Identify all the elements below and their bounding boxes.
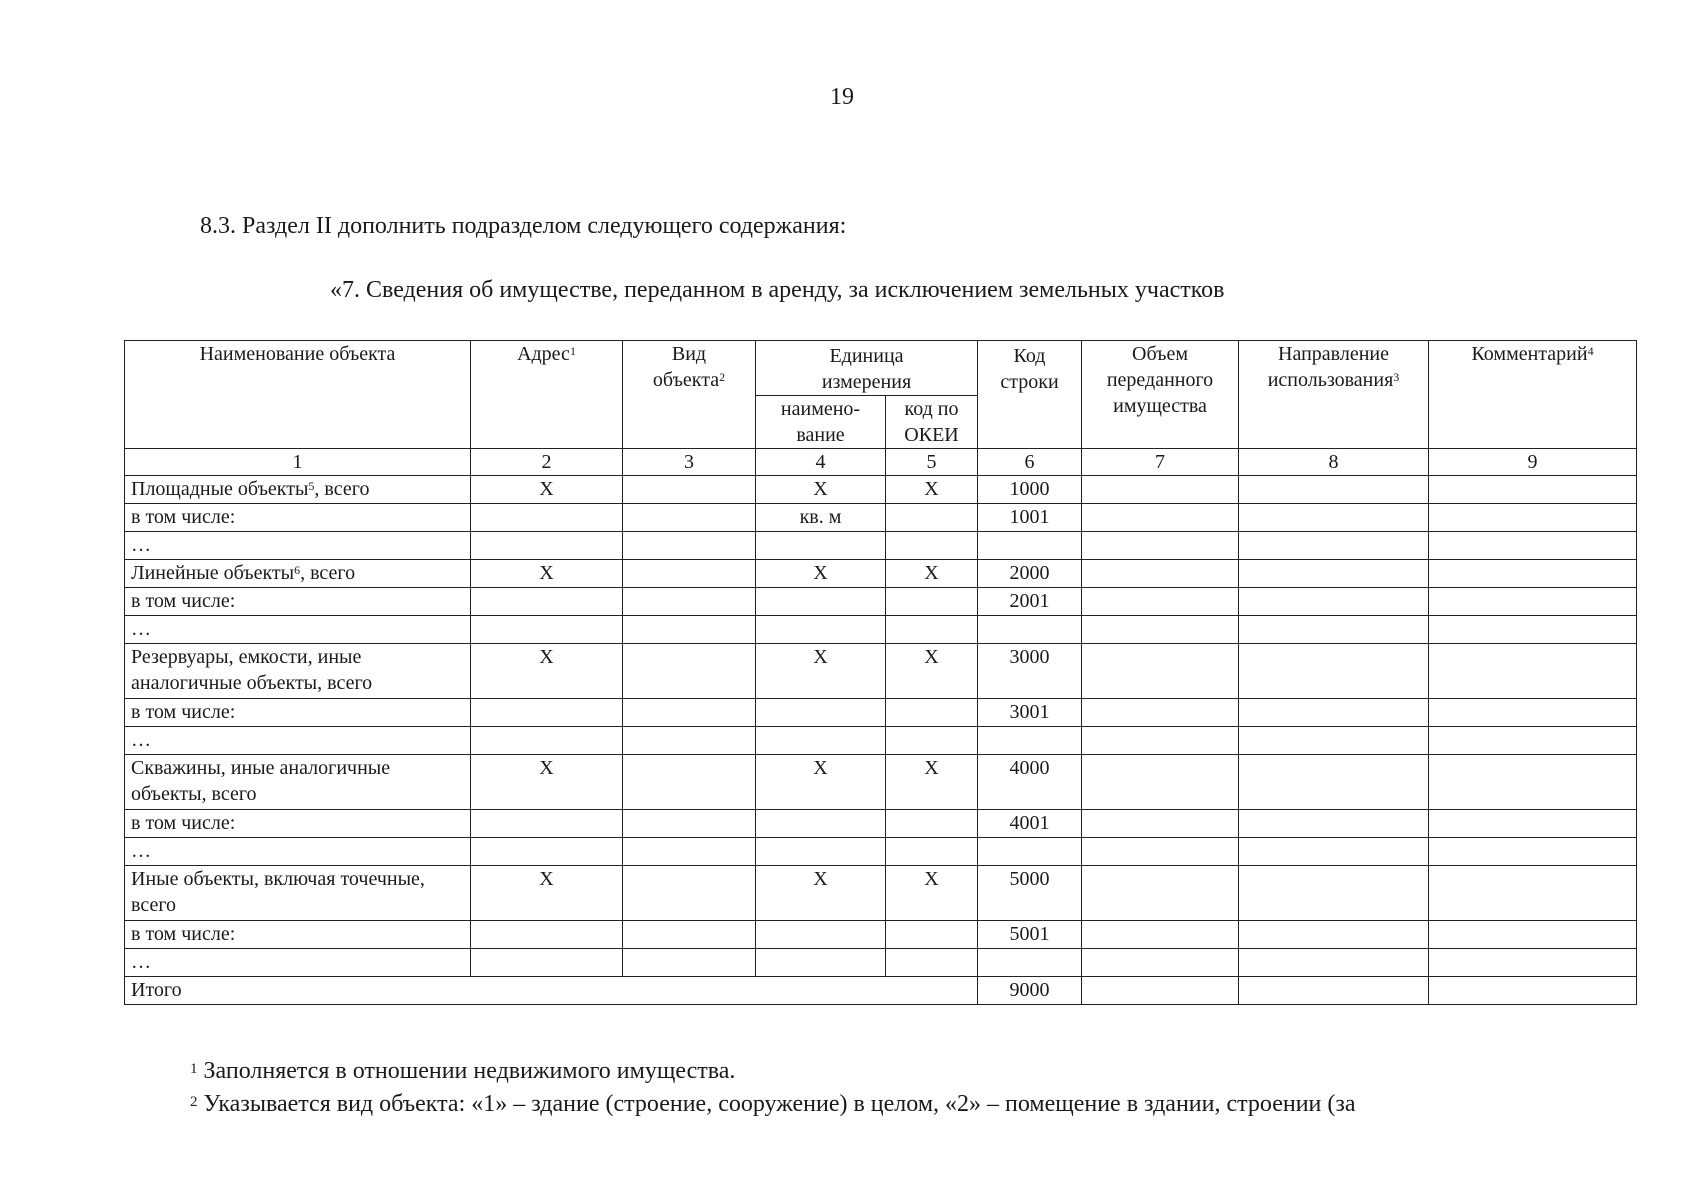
row-direction xyxy=(1239,476,1429,504)
footnote-2: $^2$ Указывается вид объекта: «1» – здание (строение, сооружение) в целом, «2» – помещение в здании, строении (за xyxy=(190,1091,1356,1117)
column-number: 1 xyxy=(125,449,471,476)
row-address: X xyxy=(471,560,623,588)
row-address: X xyxy=(471,866,623,921)
row-name: Иные объекты, включая точечные, всего xyxy=(125,866,471,921)
row-volume xyxy=(1082,504,1239,532)
row-name: … xyxy=(125,532,471,560)
row-line-code: 1000 xyxy=(978,476,1082,504)
row-name: в том числе: xyxy=(125,588,471,616)
table-row xyxy=(125,949,1637,977)
row-unit-code: X xyxy=(886,476,978,504)
row-type xyxy=(623,560,756,588)
header-line-code: Код строки xyxy=(978,341,1082,449)
row-unit-code xyxy=(886,504,978,532)
row-name: Площадные объекты$^5$, всего xyxy=(125,476,471,504)
header-object-type: Вид объекта$^2$ xyxy=(623,341,756,449)
total-label: Итого xyxy=(125,977,978,1005)
table-row xyxy=(125,699,1637,727)
table-row xyxy=(125,866,1637,921)
total-line-code: 9000 xyxy=(978,977,1082,1005)
row-line-code: 5001 xyxy=(978,921,1082,949)
footnote-1: $^1$ Заполняется в отношении недвижимого имущества. xyxy=(190,1058,736,1084)
table-row xyxy=(125,504,1637,532)
row-unit-code: X xyxy=(886,755,978,810)
row-unit-name: X xyxy=(756,644,886,699)
row-name: в том числе: xyxy=(125,699,471,727)
table-row xyxy=(125,810,1637,838)
row-unit-code: X xyxy=(886,866,978,921)
row-address: X xyxy=(471,644,623,699)
column-number: 2 xyxy=(471,449,623,476)
row-name: в том числе: xyxy=(125,921,471,949)
table-row xyxy=(125,921,1637,949)
header-comment: Комментарий$^4$ xyxy=(1429,341,1637,449)
header-object-name: Наименование объекта xyxy=(125,341,471,449)
row-name: Резервуары, емкости, иные аналогичные объекты, всего xyxy=(125,644,471,699)
row-type xyxy=(623,504,756,532)
row-line-code: 3000 xyxy=(978,644,1082,699)
row-name: … xyxy=(125,838,471,866)
row-unit-name: X xyxy=(756,866,886,921)
column-number: 8 xyxy=(1239,449,1429,476)
row-name: в том числе: xyxy=(125,810,471,838)
section-title: «7. Сведения об имуществе, переданном в аренду, за исключением земельных участков xyxy=(330,277,1225,303)
row-comment xyxy=(1429,476,1637,504)
table-row xyxy=(125,644,1637,699)
row-unit-code: X xyxy=(886,560,978,588)
header-unit-okei: код по ОКЕИ xyxy=(886,396,978,449)
row-line-code: 3001 xyxy=(978,699,1082,727)
row-name: Линейные объекты$^6$, всего xyxy=(125,560,471,588)
table-row xyxy=(125,476,1637,504)
table-row xyxy=(125,727,1637,755)
row-name: Скважины, иные аналогичные объекты, всего xyxy=(125,755,471,810)
table-row xyxy=(125,838,1637,866)
row-address: X xyxy=(471,476,623,504)
row-name: в том числе: xyxy=(125,504,471,532)
row-type xyxy=(623,476,756,504)
row-unit-name: кв. м xyxy=(756,504,886,532)
row-address xyxy=(471,504,623,532)
header-unit: Единица измерения xyxy=(756,341,978,396)
row-name: … xyxy=(125,727,471,755)
column-number: 4 xyxy=(756,449,886,476)
row-unit-name: X xyxy=(756,560,886,588)
row-direction xyxy=(1239,504,1429,532)
row-name: … xyxy=(125,949,471,977)
table-row xyxy=(125,560,1637,588)
table-row xyxy=(125,588,1637,616)
header-unit-name: наимено- вание xyxy=(756,396,886,449)
row-line-code: 5000 xyxy=(978,866,1082,921)
page-number: 19 xyxy=(830,84,854,110)
row-comment xyxy=(1429,504,1637,532)
table-header-row xyxy=(125,341,1637,396)
header-address: Адрес$^1$ xyxy=(471,341,623,449)
row-unit-name: X xyxy=(756,476,886,504)
total-row xyxy=(125,977,1637,1005)
row-line-code: 4001 xyxy=(978,810,1082,838)
column-number: 9 xyxy=(1429,449,1637,476)
row-address: X xyxy=(471,755,623,810)
row-line-code: 4000 xyxy=(978,755,1082,810)
header-direction: Направление использования$^3$ xyxy=(1239,341,1429,449)
column-number: 3 xyxy=(623,449,756,476)
table-row xyxy=(125,616,1637,644)
column-number: 5 xyxy=(886,449,978,476)
column-number: 6 xyxy=(978,449,1082,476)
amendment-intro: 8.3. Раздел II дополнить подразделом следующего содержания: xyxy=(200,213,847,239)
row-volume xyxy=(1082,476,1239,504)
table-row xyxy=(125,755,1637,810)
header-volume: Объем переданного имущества xyxy=(1082,341,1239,449)
leased-property-table xyxy=(124,340,1637,1005)
row-line-code: 2000 xyxy=(978,560,1082,588)
row-line-code: 1001 xyxy=(978,504,1082,532)
row-line-code: 2001 xyxy=(978,588,1082,616)
column-numbers-row xyxy=(125,449,1637,476)
row-unit-code: X xyxy=(886,644,978,699)
column-number: 7 xyxy=(1082,449,1239,476)
table-row xyxy=(125,532,1637,560)
footnotes xyxy=(190,1055,1610,1121)
row-unit-name: X xyxy=(756,755,886,810)
row-name: … xyxy=(125,616,471,644)
